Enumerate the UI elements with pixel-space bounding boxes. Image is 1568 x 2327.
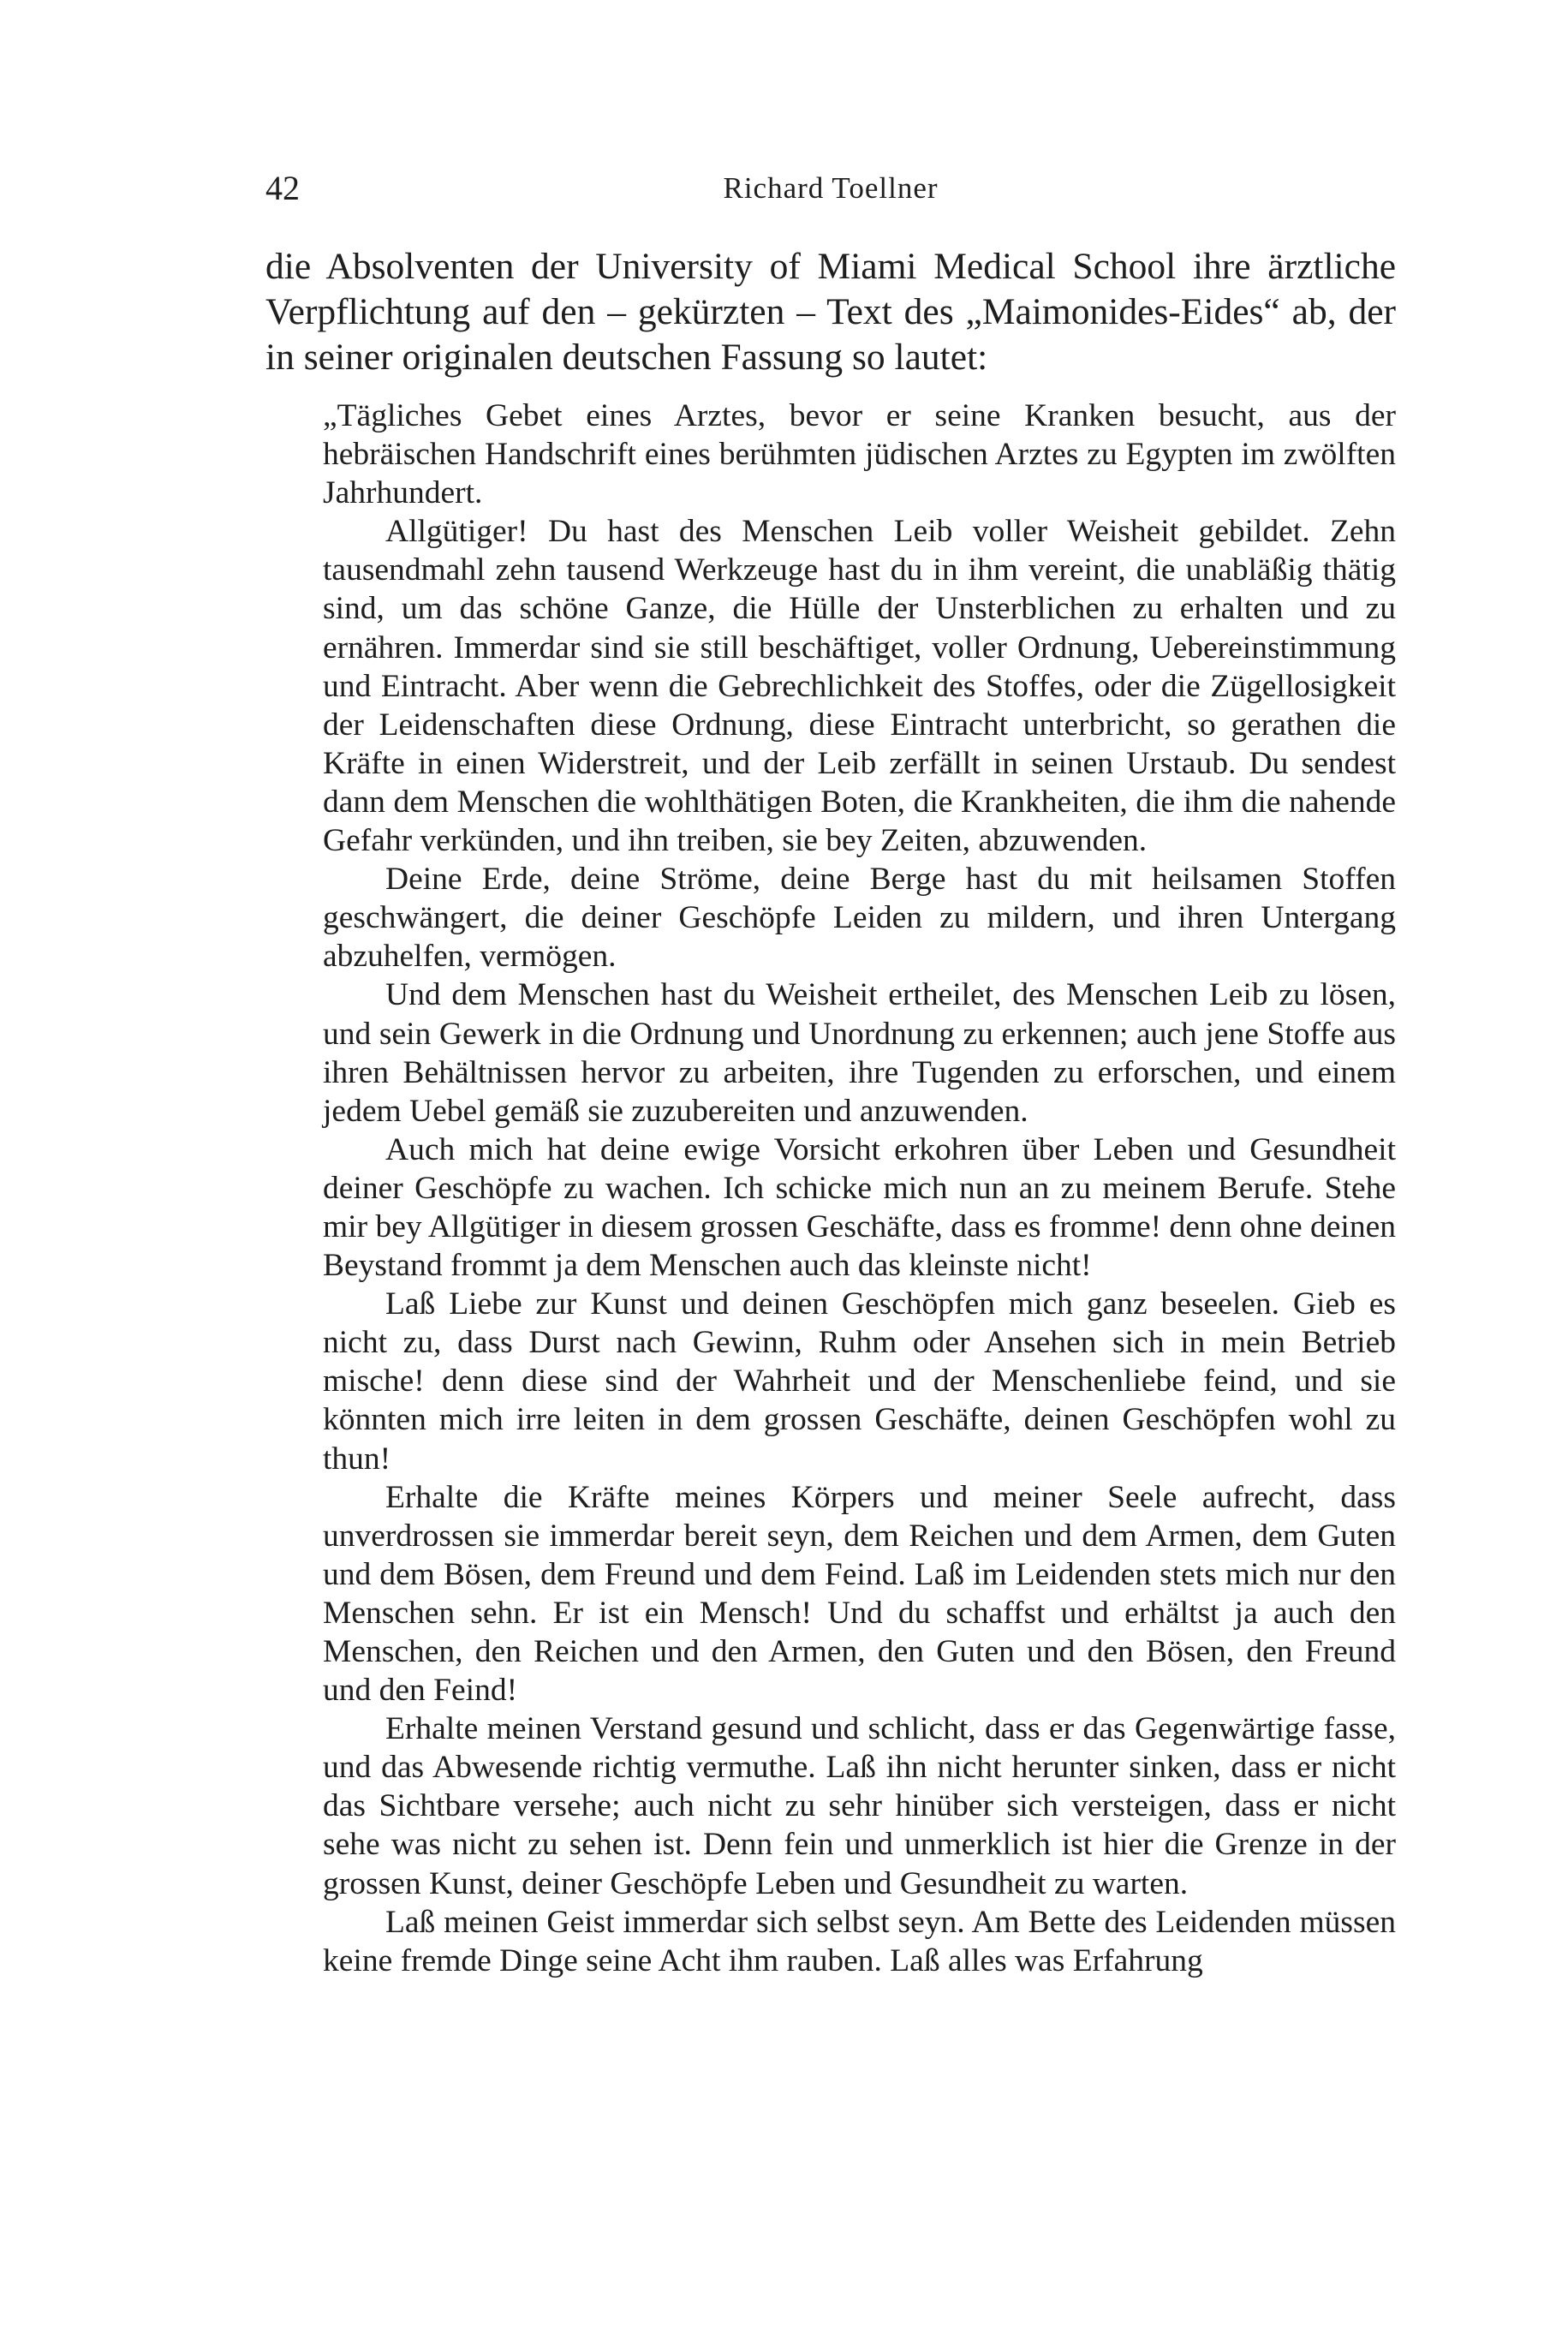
- quote-paragraph: Erhalte meinen Verstand gesund und schlicht, dass er das Gegenwärtige fasse, und das Abwesende richtig vermuthe. Laß ihn nicht herunter sinken, dass er nicht das Sichtbare versehe; auch nicht zu sehr hinüber sich versteigen, dass er nicht sehe was nicht zu sehen ist. Denn fein und unmerklich ist hier die Grenze in der grossen Kunst, deiner Geschöpfe Leben und Gesundheit zu warten.: [323, 1711, 1396, 1901]
- quote-paragraph: Deine Erde, deine Ströme, deine Berge hast du mit heilsamen Stoffen geschwängert, die deiner Geschöpfe Leiden zu mildern, und ihren Untergang abzuhelfen, vermögen.: [323, 862, 1396, 975]
- quote-paragraph: Laß meinen Geist immerdar sich selbst seyn. Am Bette des Leidenden müssen keine fremde Dinge seine Acht ihm rauben. Laß alles was Erfahrung: [323, 1904, 1396, 1978]
- quote-paragraph: Auch mich hat deine ewige Vorsicht erkohren über Leben und Gesundheit deiner Geschöpfe zu wachen. Ich schicke mich nun an zu meinem Berufe. Stehe mir bey Allgütiger in diesem grossen Geschäfte, dass es fromme! denn ohne deinen Beystand frommt ja dem Menschen auch das kleinste nicht!: [323, 1131, 1396, 1284]
- quote-paragraph: Erhalte die Kräfte meines Körpers und meiner Seele aufrecht, dass unverdrossen sie immerdar bereit seyn, dem Reichen und dem Armen, dem Guten und dem Bösen, dem Freund und dem Feind. Laß im Leidenden stets mich nur den Menschen sehn. Er ist ein Mensch! Und du schaffst und erhältst ja auch den Menschen, den Reichen und den Armen, den Guten und den Bösen, den Freund und den Feind!: [323, 1479, 1396, 1709]
- running-head: Richard Toellner: [723, 171, 939, 205]
- page-header: [265, 163, 1396, 214]
- block-quote: [323, 397, 1396, 1980]
- intro-paragraph: die Absolventen der University of Miami Medical School ihre ärztliche Verpflichtung auf den – gekürzten – Text des „Maimonides-Eides“ ab, der in seiner originalen deutschen Fassung so lautet:: [265, 246, 1396, 378]
- page-number: 42: [265, 169, 300, 207]
- quote-title: „Tägliches Gebet eines Arztes, bevor er seine Kranken besucht, aus der hebräischen Handschrift eines berühmten jüdischen Arztes zu Egypten im zwölften Jahrhundert.: [323, 398, 1396, 511]
- quote-paragraph: Allgütiger! Du hast des Menschen Leib voller Weisheit gebildet. Zehn tausendmahl zehn tausend Werkzeuge hast du in ihm vereint, die unabläßig thätig sind, um das schöne Ganze, die Hülle der Unsterblichen zu erhalten und zu ernähren. Immerdar sind sie still beschäftiget, voller Ordnung, Uebereinstimmung und Eintracht. Aber wenn die Gebrechlichkeit des Stoffes, oder die Zügellosigkeit der Leidenschaften diese Ordnung, diese Eintracht unterbricht, so gerathen die Kräfte in einen Widerstreit, und der Leib zerfällt in seinen Urstaub. Du sendest dann dem Menschen die wohlthätigen Boten, die Krankheiten, die ihm die nahende Gefahr verkünden, und ihn treiben, sie bey Zeiten, abzuwenden.: [323, 514, 1396, 859]
- quote-paragraph: Laß Liebe zur Kunst und deinen Geschöpfen mich ganz beseelen. Gieb es nicht zu, dass Durst nach Gewinn, Ruhm oder Ansehen sich in mein Betrieb mische! denn diese sind der Wahrheit und der Menschenliebe feind, und sie könnten mich irre leiten in dem grossen Geschäfte, deinen Geschöpfen wohl zu thun!: [323, 1286, 1396, 1477]
- quote-paragraph: Und dem Menschen hast du Weisheit ertheilet, des Menschen Leib zu lösen, und sein Gewerk in die Ordnung und Unordnung zu erkennen; auch jene Stoffe aus ihren Behältnissen hervor zu arbeiten, ihre Tugenden zu erforschen, und einem jedem Uebel gemäß sie zuzubereiten und anzuwenden.: [323, 977, 1396, 1129]
